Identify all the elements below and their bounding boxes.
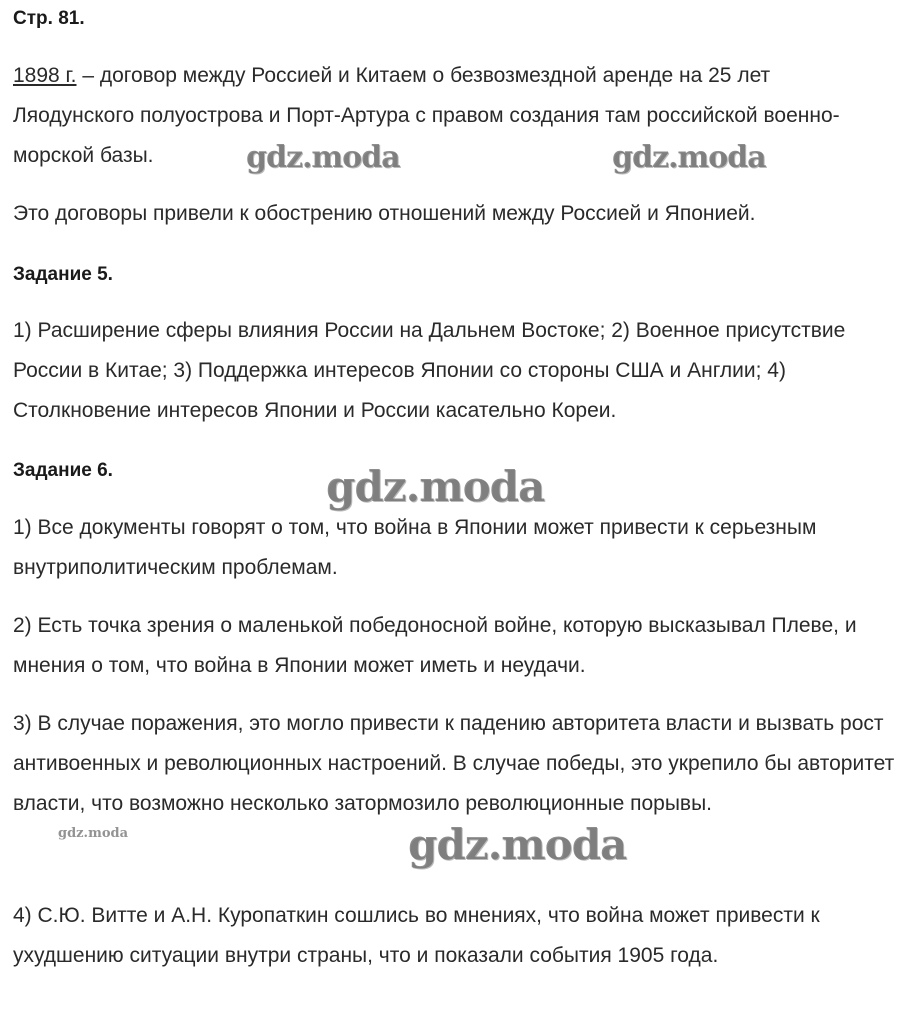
watermark: gdz.moda	[408, 820, 627, 869]
watermark: gdz.moda	[326, 462, 545, 511]
treaty-text: – договор между Россией и Китаем о безвозмездной аренде на 25 лет Ляодунского полуострова и Порт-Артура с правом создания там российской военно-морской базы.	[13, 64, 840, 167]
year-1898: 1898 г.	[13, 64, 77, 87]
task5-title: Задание 5.	[13, 264, 113, 285]
task6-answer-3: 3) В случае поражения, это могло привести к падению авторитета власти и вызвать рост антивоенных и революционных настроений. В случае победы, это укрепило бы авторитет власти, что возможно несколько затормозило революционные порывы.	[13, 712, 895, 815]
task6-answer-1: 1) Все документы говорят о том, что война в Японии может привести к серьезным внутриполитическим проблемам.	[13, 516, 817, 579]
task6-answer-4: 4) С.Ю. Витте и А.Н. Куропаткин сошлись во мнениях, что война может привести к ухудшению ситуации внутри страны, что и показали события 1905 года.	[13, 904, 820, 967]
intro-conclusion: Это договоры привели к обострению отношений между Россией и Японией.	[13, 202, 756, 225]
watermark: gdz.moda	[58, 826, 129, 841]
task6-answer-2: 2) Есть точка зрения о маленькой победоносной войне, которую высказывал Плеве, и мнения о том, что война в Японии может иметь и неудачи.	[13, 614, 857, 677]
intro-paragraph	[13, 56, 897, 176]
page-label: Стр. 81.	[13, 8, 85, 29]
watermark: gdz.moda	[246, 140, 400, 175]
task5-text: 1) Расширение сферы влияния России на Дальнем Востоке; 2) Военное присутствие России в Китае; 3) Поддержка интересов Японии со стороны США и Англии; 4) Столкновение интересов Японии и России касательно Кореи.	[13, 319, 846, 422]
task6-title: Задание 6.	[13, 460, 113, 481]
watermark: gdz.moda	[612, 140, 766, 175]
